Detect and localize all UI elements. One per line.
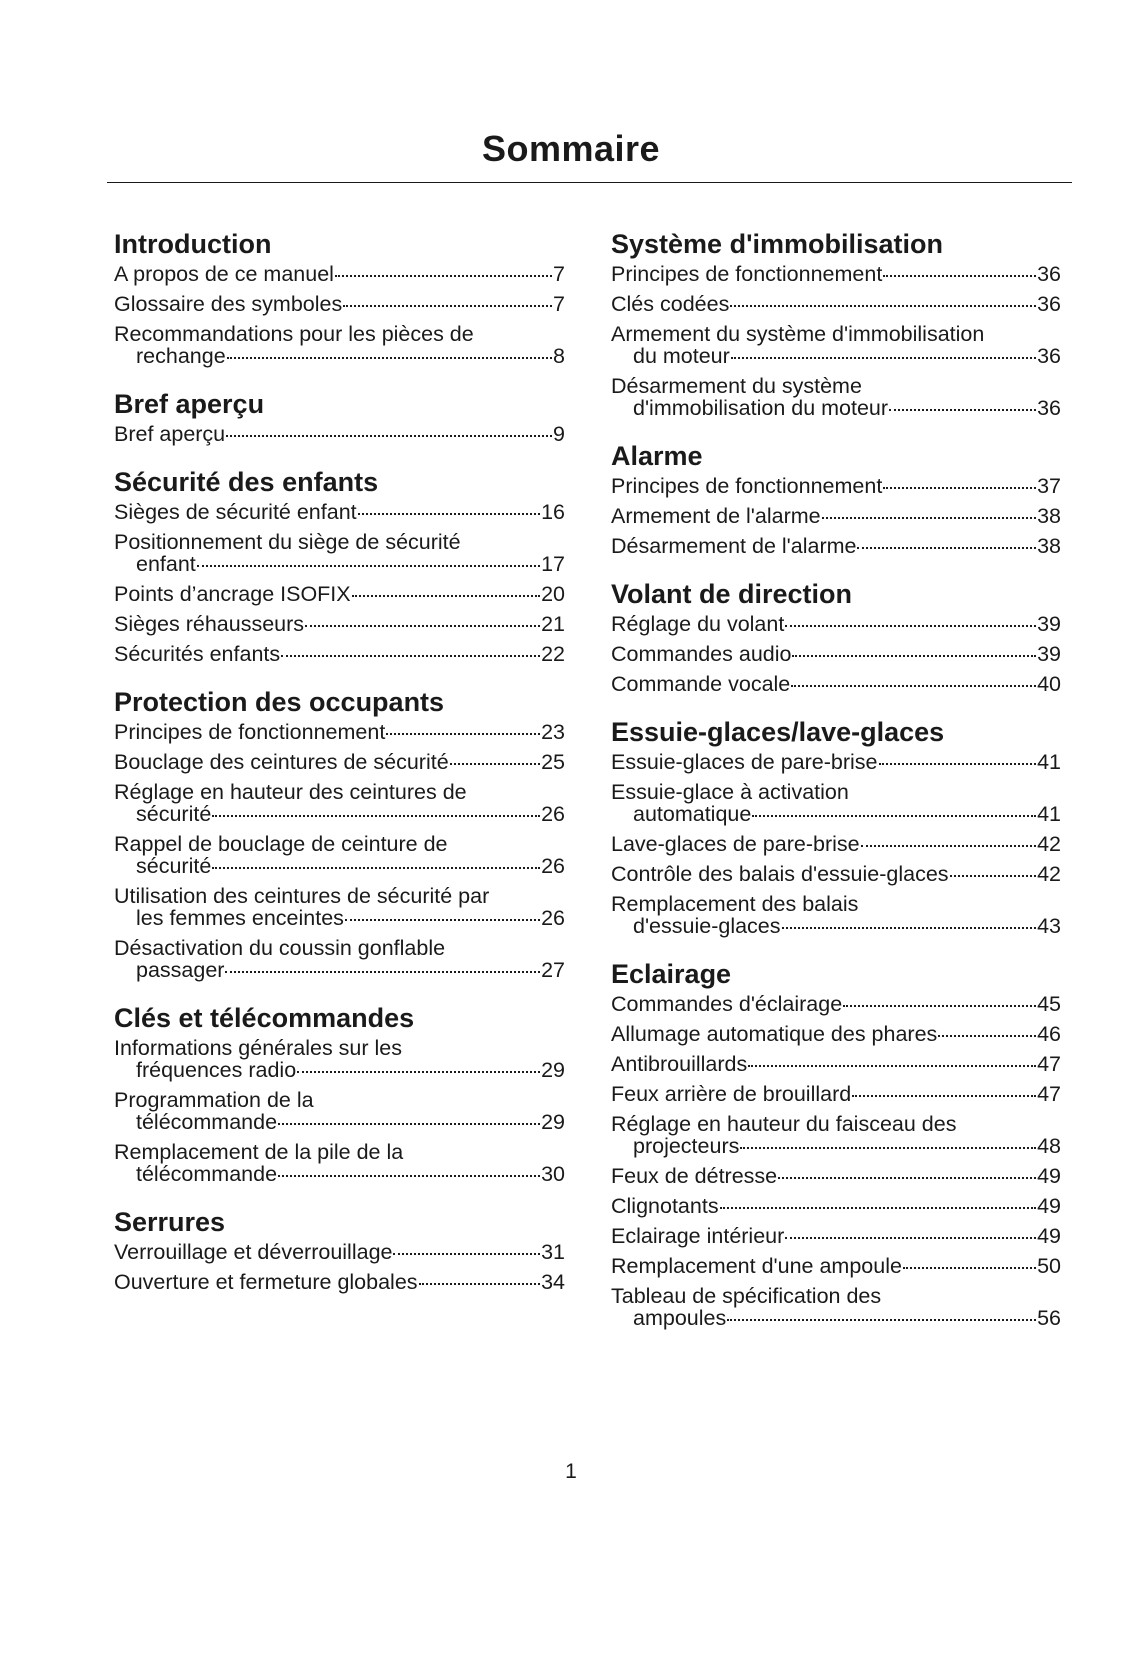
entry-title: Désarmement du système	[611, 374, 862, 398]
toc-entry[interactable]	[611, 1285, 1061, 1329]
entry-page-number: 39	[1037, 642, 1061, 666]
toc-entry[interactable]	[114, 833, 565, 877]
entry-title: du moteur	[633, 344, 730, 368]
entry-title: Points d’ancrage ISOFIX	[114, 582, 351, 606]
dot-leader	[883, 275, 1036, 277]
toc-entry[interactable]	[611, 475, 1061, 497]
dot-leader	[225, 971, 540, 973]
dot-leader	[843, 1005, 1036, 1007]
toc-entry[interactable]	[114, 643, 565, 665]
entry-page-number: 9	[553, 422, 565, 446]
entry-title: Positionnement du siège de sécurité	[114, 530, 461, 554]
entry-title: Antibrouillards	[611, 1052, 748, 1076]
dot-leader	[883, 487, 1036, 489]
entry-title: Utilisation des ceintures de sécurité par	[114, 884, 490, 908]
dot-leader	[386, 733, 540, 735]
dot-leader	[852, 1095, 1036, 1097]
toc-entry[interactable]	[611, 1195, 1061, 1217]
entry-title: Commandes d'éclairage	[611, 992, 843, 1016]
entry-title: Sièges de sécurité enfant	[114, 500, 357, 524]
toc-section	[114, 386, 565, 445]
entry-page-number: 41	[1037, 802, 1061, 826]
toc-entry[interactable]	[611, 643, 1061, 665]
entry-page-number: 45	[1037, 992, 1061, 1016]
toc-entry[interactable]	[611, 1023, 1061, 1045]
toc-entry[interactable]	[611, 673, 1061, 695]
entry-page-number: 36	[1037, 396, 1061, 420]
entry-page-number: 49	[1037, 1164, 1061, 1188]
dot-leader	[857, 547, 1036, 549]
dot-leader	[861, 845, 1036, 847]
entry-title: d'immobilisation du moteur	[633, 396, 889, 420]
entry-title: Verrouillage et déverrouillage	[114, 1240, 393, 1264]
section-heading: Eclairage	[611, 959, 732, 989]
toc-left-column	[114, 226, 565, 1312]
entry-title: Recommandations pour les pièces de	[114, 322, 474, 346]
entry-page-number: 40	[1037, 672, 1061, 696]
entry-page-number: 37	[1037, 474, 1061, 498]
entry-title: Programmation de la	[114, 1088, 314, 1112]
entry-page-number: 49	[1037, 1224, 1061, 1248]
entry-page-number: 42	[1037, 832, 1061, 856]
toc-section	[611, 226, 1061, 419]
entry-title: Allumage automatique des phares	[611, 1022, 938, 1046]
entry-title: sécurité	[136, 854, 212, 878]
entry-page-number: 29	[541, 1110, 565, 1134]
entry-page-number: 30	[541, 1162, 565, 1186]
section-heading: Clés et télécommandes	[114, 1003, 415, 1033]
toc-entry[interactable]	[114, 323, 565, 367]
dot-leader	[305, 625, 540, 627]
entry-page-number: 26	[541, 854, 565, 878]
toc-entry[interactable]	[611, 535, 1061, 557]
entry-page-number: 42	[1037, 862, 1061, 886]
entry-page-number: 27	[541, 958, 565, 982]
dot-leader	[197, 565, 540, 567]
dot-leader	[752, 815, 1036, 817]
entry-title: Commande vocale	[611, 672, 791, 696]
toc-section	[611, 438, 1061, 557]
dot-leader	[393, 1253, 540, 1255]
entry-page-number: 36	[1037, 344, 1061, 368]
toc-entry[interactable]	[114, 501, 565, 523]
dot-leader	[345, 919, 540, 921]
dot-leader	[278, 1175, 540, 1177]
section-heading: Essuie-glaces/lave-glaces	[611, 717, 945, 747]
toc-entry[interactable]	[114, 583, 565, 605]
toc-entry[interactable]	[611, 375, 1061, 419]
dot-leader	[278, 1123, 540, 1125]
dot-leader	[212, 815, 540, 817]
dot-leader	[938, 1035, 1036, 1037]
entry-title: Bouclage des ceintures de sécurité	[114, 750, 449, 774]
section-heading: Bref aperçu	[114, 389, 265, 419]
toc-entry[interactable]	[611, 1225, 1061, 1247]
toc-entry[interactable]	[114, 531, 565, 575]
entry-title: Rappel de bouclage de ceinture de	[114, 832, 448, 856]
entry-title: d'essuie-glaces	[633, 914, 781, 938]
toc-entry[interactable]	[611, 863, 1061, 885]
dot-leader	[343, 305, 552, 307]
toc-entry[interactable]	[114, 423, 565, 445]
entry-title: Eclairage intérieur	[611, 1224, 785, 1248]
entry-title: Réglage en hauteur des ceintures de	[114, 780, 467, 804]
entry-title: rechange	[136, 344, 226, 368]
entry-page-number: 34	[541, 1270, 565, 1294]
dot-leader	[297, 1071, 540, 1073]
toc-entry[interactable]	[114, 781, 565, 825]
toc-entry[interactable]	[114, 1037, 565, 1081]
toc-entry[interactable]	[611, 1165, 1061, 1187]
entry-title: Armement du système d'immobilisation	[611, 322, 985, 346]
dot-leader	[419, 1283, 541, 1285]
toc-entry[interactable]	[611, 751, 1061, 773]
page-title: Sommaire	[481, 128, 661, 169]
toc-entry[interactable]	[611, 1255, 1061, 1277]
entry-title: sécurité	[136, 802, 212, 826]
toc-entry[interactable]	[611, 893, 1061, 937]
toc-entry[interactable]	[114, 263, 565, 285]
entry-page-number: 47	[1037, 1052, 1061, 1076]
dot-leader	[335, 275, 552, 277]
dot-leader	[731, 357, 1036, 359]
dot-leader	[730, 305, 1036, 307]
entry-page-number: 38	[1037, 534, 1061, 558]
entry-title: Désarmement de l'alarme	[611, 534, 857, 558]
entry-title: automatique	[633, 802, 752, 826]
toc-entry[interactable]	[611, 613, 1061, 635]
entry-title: Remplacement d'une ampoule	[611, 1254, 902, 1278]
entry-page-number: 8	[553, 344, 565, 368]
entry-page-number: 20	[541, 582, 565, 606]
dot-leader	[879, 763, 1037, 765]
entry-title: les femmes enceintes	[136, 906, 344, 930]
toc-entry[interactable]	[114, 721, 565, 743]
toc-entry[interactable]	[611, 1083, 1061, 1105]
entry-title: Feux arrière de brouillard	[611, 1082, 852, 1106]
entry-title: Feux de détresse	[611, 1164, 778, 1188]
section-heading: Système d'immobilisation	[611, 229, 944, 259]
dot-leader	[782, 927, 1037, 929]
toc-entry[interactable]	[611, 1053, 1061, 1075]
entry-page-number: 41	[1037, 750, 1061, 774]
dot-leader	[822, 517, 1036, 519]
entry-page-number: 16	[541, 500, 565, 524]
dot-leader	[281, 655, 540, 657]
toc-entry[interactable]	[114, 1241, 565, 1263]
entry-page-number: 17	[541, 552, 565, 576]
entry-title: Tableau de spécification des	[611, 1284, 882, 1308]
entry-page-number: 43	[1037, 914, 1061, 938]
entry-title: Armement de l'alarme	[611, 504, 821, 528]
toc-section	[611, 576, 1061, 695]
entry-title: Principes de fonctionnement	[611, 474, 883, 498]
entry-title: Remplacement des balais	[611, 892, 859, 916]
entry-page-number: 31	[541, 1240, 565, 1264]
section-heading: Serrures	[114, 1207, 226, 1237]
entry-title: Principes de fonctionnement	[114, 720, 386, 744]
entry-page-number: 48	[1037, 1134, 1061, 1158]
entry-page-number: 22	[541, 642, 565, 666]
toc-section	[611, 714, 1061, 937]
dot-leader	[748, 1065, 1036, 1067]
page-number: 1	[565, 1460, 577, 1483]
entry-page-number: 46	[1037, 1022, 1061, 1046]
section-heading: Protection des occupants	[114, 687, 445, 717]
toc-entry[interactable]	[611, 833, 1061, 855]
entry-page-number: 36	[1037, 292, 1061, 316]
entry-page-number: 23	[541, 720, 565, 744]
entry-title: ampoules	[633, 1306, 727, 1330]
toc-section	[114, 1000, 565, 1185]
entry-title: projecteurs	[633, 1134, 740, 1158]
entry-title: Principes de fonctionnement	[611, 262, 883, 286]
entry-title: Contrôle des balais d'essuie-glaces	[611, 862, 949, 886]
dot-leader	[792, 655, 1036, 657]
dot-leader	[720, 1207, 1037, 1209]
entry-title: Réglage en hauteur du faisceau des	[611, 1112, 957, 1136]
entry-title: enfant	[136, 552, 196, 576]
entry-title: télécommande	[136, 1110, 278, 1134]
toc-section	[114, 226, 565, 367]
entry-title: fréquences radio	[136, 1058, 297, 1082]
entry-title: Lave-glaces de pare-brise	[611, 832, 860, 856]
entry-title: A propos de ce manuel	[114, 262, 334, 286]
toc-entry[interactable]	[114, 937, 565, 981]
entry-page-number: 21	[541, 612, 565, 636]
toc-entry[interactable]	[114, 751, 565, 773]
toc-entry[interactable]	[611, 781, 1061, 825]
entry-page-number: 56	[1037, 1306, 1061, 1330]
toc-entry[interactable]	[114, 293, 565, 315]
toc-entry[interactable]	[611, 993, 1061, 1015]
entry-title: Essuie-glaces de pare-brise	[611, 750, 878, 774]
toc-entry[interactable]	[114, 613, 565, 635]
entry-title: passager	[136, 958, 225, 982]
entry-title: Clignotants	[611, 1194, 719, 1218]
dot-leader	[450, 763, 540, 765]
toc-section	[114, 464, 565, 665]
entry-title: Informations générales sur les	[114, 1036, 403, 1060]
dot-leader	[950, 875, 1037, 877]
toc-entry[interactable]	[114, 1089, 565, 1133]
entry-page-number: 26	[541, 906, 565, 930]
dot-leader	[785, 625, 1036, 627]
toc-entry[interactable]	[611, 323, 1061, 367]
entry-page-number: 7	[553, 292, 565, 316]
entry-page-number: 49	[1037, 1194, 1061, 1218]
dot-leader	[740, 1147, 1036, 1149]
toc-entry[interactable]	[611, 263, 1061, 285]
toc-entry[interactable]	[114, 885, 565, 929]
entry-page-number: 29	[541, 1058, 565, 1082]
dot-leader	[785, 1237, 1036, 1239]
toc-entry[interactable]	[114, 1141, 565, 1185]
entry-page-number: 50	[1037, 1254, 1061, 1278]
entry-page-number: 38	[1037, 504, 1061, 528]
section-heading: Alarme	[611, 441, 703, 471]
toc-entry[interactable]	[611, 1113, 1061, 1157]
entry-page-number: 47	[1037, 1082, 1061, 1106]
entry-title: Essuie-glace à activation	[611, 780, 849, 804]
title-divider	[107, 182, 1072, 183]
entry-title: Clés codées	[611, 292, 730, 316]
entry-title: Sièges réhausseurs	[114, 612, 305, 636]
section-heading: Sécurité des enfants	[114, 467, 379, 497]
entry-title: Désactivation du coussin gonflable	[114, 936, 446, 960]
dot-leader	[212, 867, 540, 869]
entry-title: Sécurités enfants	[114, 642, 281, 666]
toc-right-column	[611, 226, 1061, 1348]
dot-leader	[903, 1267, 1036, 1269]
toc-section	[611, 956, 1061, 1329]
entry-title: Bref aperçu	[114, 422, 226, 446]
toc-entry[interactable]	[611, 293, 1061, 315]
toc-entry[interactable]	[611, 505, 1061, 527]
section-heading: Volant de direction	[611, 579, 853, 609]
toc-entry[interactable]	[114, 1271, 565, 1293]
toc-section	[114, 1204, 565, 1293]
entry-title: Remplacement de la pile de la	[114, 1140, 404, 1164]
entry-page-number: 7	[553, 262, 565, 286]
dot-leader	[227, 357, 552, 359]
dot-leader	[889, 409, 1036, 411]
dot-leader	[778, 1177, 1036, 1179]
dot-leader	[352, 595, 540, 597]
section-heading: Introduction	[114, 229, 272, 259]
dot-leader	[226, 435, 552, 437]
entry-title: Ouverture et fermeture globales	[114, 1270, 418, 1294]
entry-title: Glossaire des symboles	[114, 292, 343, 316]
dot-leader	[791, 685, 1036, 687]
entry-title: Réglage du volant	[611, 612, 785, 636]
entry-page-number: 25	[541, 750, 565, 774]
entry-title: télécommande	[136, 1162, 278, 1186]
entry-title: Commandes audio	[611, 642, 792, 666]
entry-page-number: 36	[1037, 262, 1061, 286]
entry-page-number: 26	[541, 802, 565, 826]
dot-leader	[727, 1319, 1036, 1321]
entry-page-number: 39	[1037, 612, 1061, 636]
toc-section	[114, 684, 565, 981]
dot-leader	[358, 513, 540, 515]
